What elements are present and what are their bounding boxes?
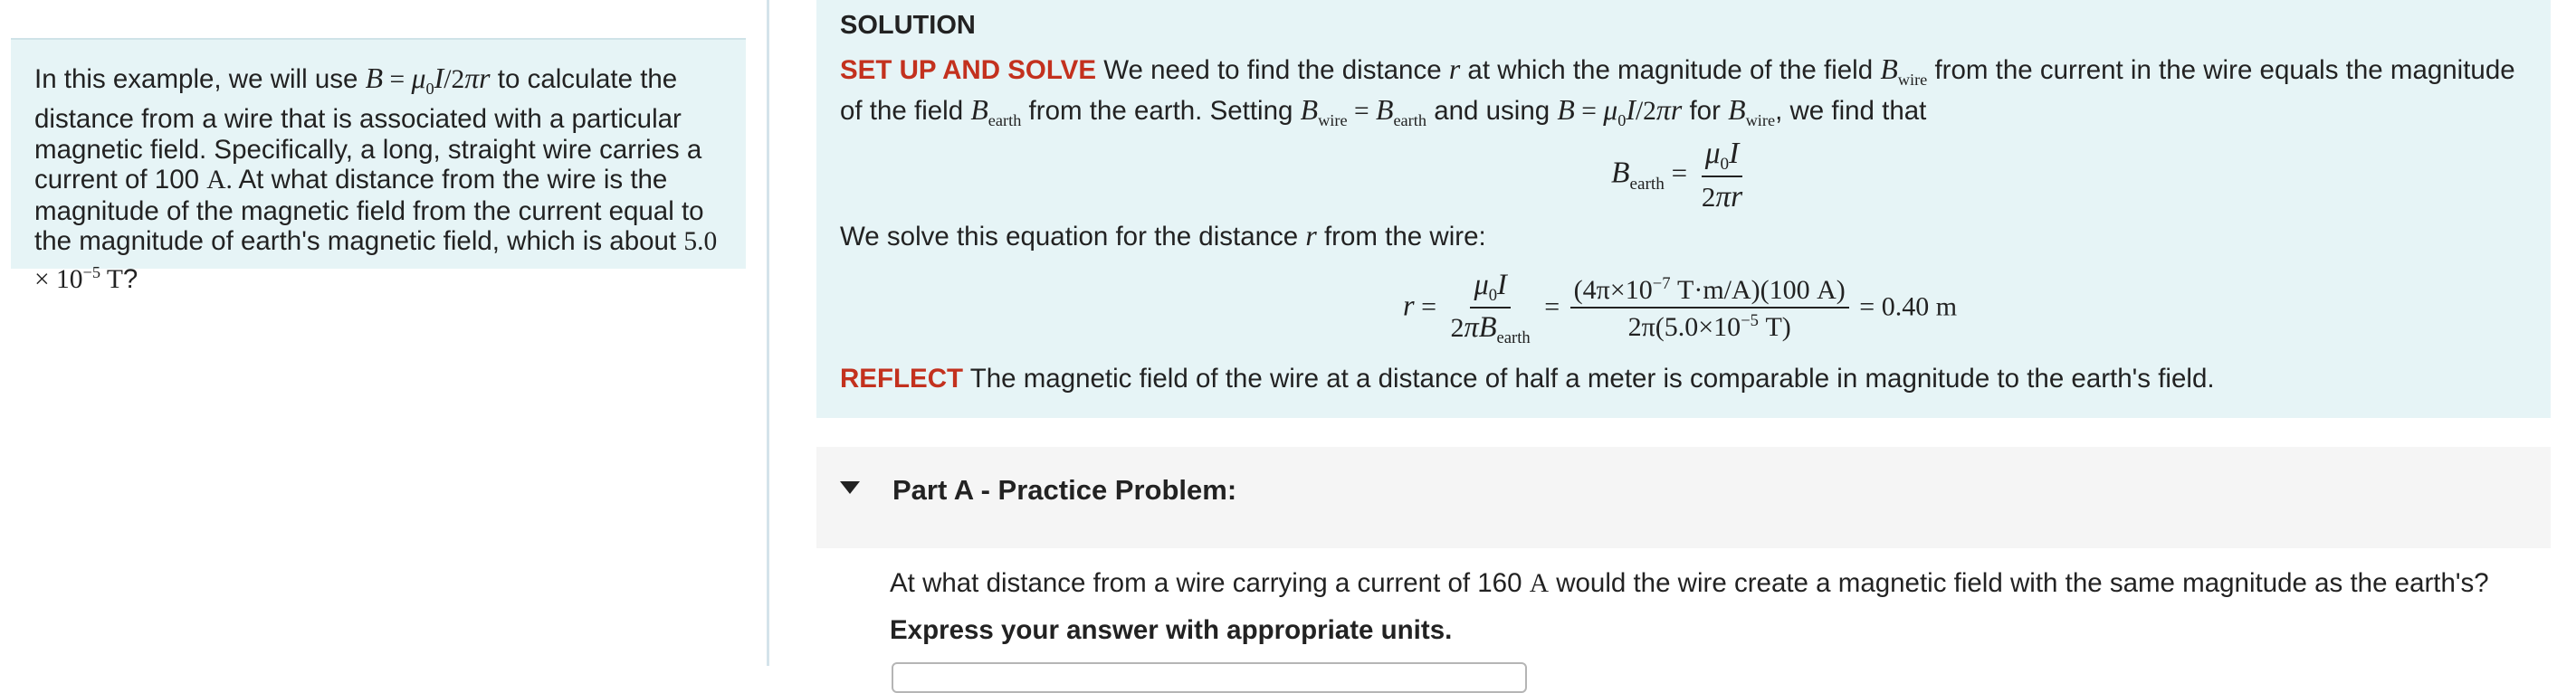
unit-ampere: A (206, 166, 226, 195)
setup-label: SET UP AND SOLVE (840, 55, 1097, 85)
example-intro-panel: In this example, we will use $B = \mu_0I/2\pi r$ to calculate the distance from a wire that is associated with a particular magnetic field. Specifically, a long, straight wire carries a current of 100 A. At what distance from the wire is the magnitude of the magnetic field from the current equal to the magnitude of earth's magnetic field, which is about $5.0 \times 10^{-5}$ T? (11, 38, 746, 269)
formula-b: $B = \mu_0I/2\pi r$ (365, 62, 491, 98)
part-a-header[interactable] (816, 447, 2551, 548)
earth-field-value: $5.0 \times 10^{-5}$ T (34, 227, 718, 294)
solve-paragraph: We solve this equation for the distance r from the wire: (840, 220, 1486, 252)
intro-text-2: to calculate the distance from a wire that is associated with a particular magnetic field. Specifically, a long, straight wire carries a current of 100 (34, 64, 702, 195)
setup-paragraph: SET UP AND SOLVE We need to find the distance r at which the magnitude of the field $B_{wire}$ from the current in the wire equals the magnitude of the field $B_{earth}$ from the earth. Setting $B_{wire} = B_{earth}$ and using $B = \mu_0I/2\pi r$ for $B_{wire}$, we find that (840, 53, 2515, 129)
intro-text-1: In this example, we will use (34, 64, 358, 94)
reflect-paragraph: REFLECT The magnetic field of the wire at a distance of half a meter is comparable in magnitude to the earth's field. (840, 364, 2215, 394)
equation-distance: r = $\frac{\mu_0I}{2\pi B_{earth}}$ = $\frac{(4\pi\times 10^{-7} T\cdot m/A)(100 A)}{2\pi(5.0\times 10^{-5} T)}$ = 0.40 m (1403, 269, 1958, 348)
equation-earth-field: $B_{earth}$ = $\frac{\mu_0I}{2\pi r}$ (1611, 137, 1743, 214)
solution-title: SOLUTION (840, 11, 976, 40)
column-divider (767, 0, 769, 666)
caret-down-icon[interactable] (840, 481, 860, 494)
practice-question: At what distance from a wire carrying a current of 160 A would the wire create a magnetic field with the same magnitude as the earth's? (890, 568, 2489, 598)
reflect-label: REFLECT (840, 364, 964, 394)
distance-result: = 0.40 m (1859, 291, 1958, 322)
part-a-title[interactable]: Part A - Practice Problem: (892, 474, 1237, 506)
answer-input-box[interactable] (892, 662, 1527, 693)
intro-text-3: At what distance from the wire is the magnitude of the magnetic field from the current equal to the magnitude of earth's magnetic field, which is about (34, 165, 704, 257)
answer-instruction: Express your answer with appropriate units. (890, 615, 1453, 645)
solution-panel (816, 0, 2551, 418)
